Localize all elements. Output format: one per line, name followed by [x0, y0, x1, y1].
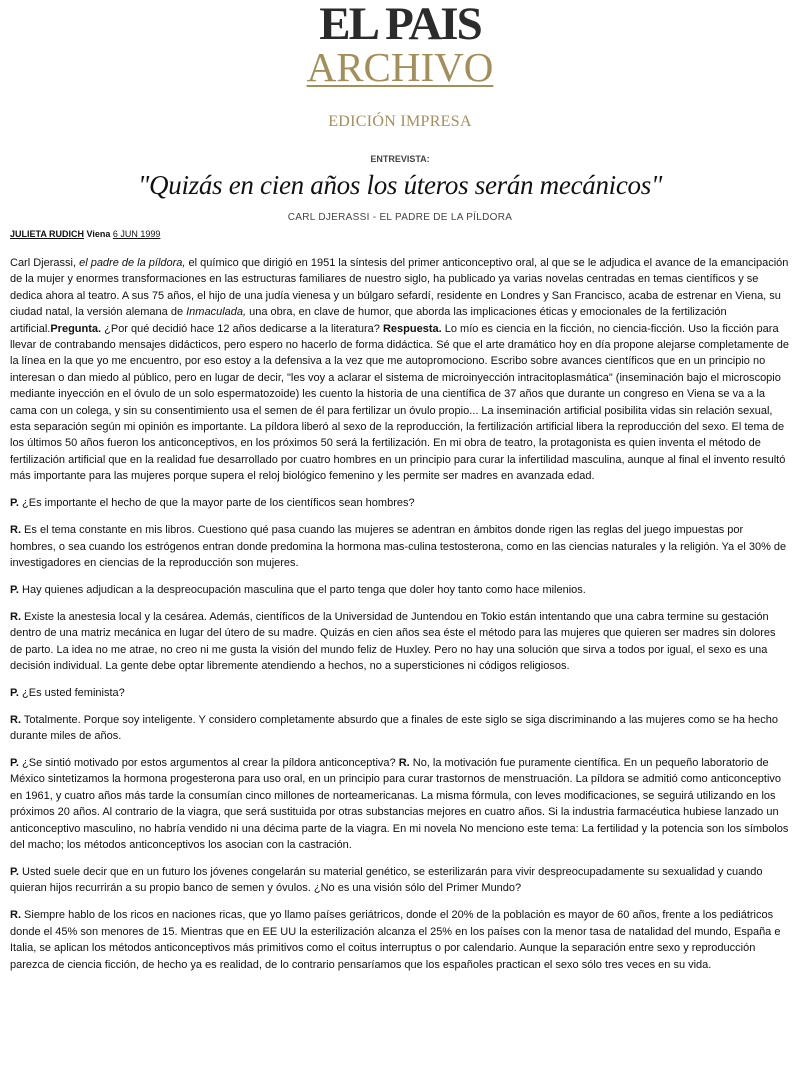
intro-text: una obra, en clave de humor, que aborda las implicaciones éticas y emocionales de la fertilización artificial. [10, 306, 727, 335]
intro-text: Carl Djerassi, [10, 257, 80, 269]
qa-paragraph [10, 755, 790, 853]
question-text: ¿Por qué decidió hace 12 años dedicarse a la literatura? [101, 322, 383, 335]
qa-text: Siempre hablo de los ricos en naciones ricas, que yo llamo países geriátricos, donde el 20% de la población es mayor de 60 años, frente a los pediátricos donde el 45% son menores de 15. Mientras que en EE UU la esterilización alcanza el 25% en los países con la menor tasa de natalidad del mundo, España e Italia, se aplican los métodos anticonceptivos más primitivos como el coitus interruptus o por calendario. Aunque la separación entre sexo y reproducción parezca de ciencia ficción, de hecho ya es realidad, de lo contrario pensaríamos que los españoles practican el sexo sólo tres veces en su vida. [10, 909, 781, 971]
article-kicker: ENTREVISTA: [370, 154, 430, 164]
qa-text: ¿Es importante el hecho de que la mayor parte de los científicos sean hombres? [18, 497, 415, 510]
qa-text: Totalmente. Porque soy inteligente. Y considero completamente absurdo que a finales de este siglo se siga discriminando a las mujeres como se ha hecho durante miles de años. [10, 713, 779, 743]
qa-text: Es el tema constante en mis libros. Cuestiono qué pasa cuando las mujeres se adentran en ámbitos donde rigen las reglas del juego impuestas por hombres, o sea cuando los estrógenos entran donde predomina la hormona mas-culina testosterona, como en las ciencias naturales y la religión. Ya el 30% de investigadores en ciencias de la reproducción son mujeres. [10, 524, 787, 569]
intro-italic-nickname: el padre de la píldora, [79, 257, 186, 269]
qa-label: R. [10, 909, 21, 922]
el-pais-logo[interactable]: EL PAIS [319, 0, 481, 50]
intro-text: el químico que dirigió en 1951 la síntesis del primer anticonceptivo oral, al que se le adjudica el avance de la emancipación de la mujer y enormes transformaciones en las estructuras familiares de nuestro siglo, ha publicado ya varias novelas centradas en temas científicos y se dedica ahora al teatro. A sus 75 años, el hijo de una judía vienesa y un búlgaro sefardí, residente en Londres y San Francisco, acaba de estrenar en Viena, su ciudad natal, la versión alemana de [10, 257, 789, 319]
qa-paragraph [10, 495, 790, 511]
qa-label: R. [10, 524, 21, 537]
qa-paragraph [10, 522, 790, 571]
author-link[interactable]: JULIETA RUDICH [10, 229, 84, 239]
qa-text: No, la motivación fue puramente científica. En un pequeño laboratorio de México sintetizamos la hormona progesterona para uso oral, en un principio para curar trastornos de menstruación. La píldora se admitió como anticonceptivo en 1961, y cuatro años más tarde la consumían cinco millones de norteamericanas. La misma fórmula, con leves modificaciones, se seguirá utilizando en los próximos 20 años. Al contrario de la viagra, que será sustituida por otras substancias mejores en cuatro años. Si la industria farmacéutica hubiese lanzado un anticonceptivo masculino, no habría vendido ni una décima parte de la viagra. En mi novela No menciono este tema: La fertilidad y la potencia son los símbolos del macho; los métodos anticonceptivos los asocian con la castración. [10, 757, 789, 852]
qa-text: Usted suele decir que en un futuro los jóvenes congelarán su material genético, se esterilizarán para vivir despreocupadamente su sexualidad y cuando quieran hijos recurrirán a su propio banco de semen y óvulos. ¿No es una visión sólo del Primer Mundo? [10, 866, 763, 895]
dateline-place: Viena [86, 229, 111, 239]
qa-paragraph [10, 582, 790, 598]
qa-label: P. [10, 583, 19, 596]
play-title: Inmaculada, [186, 306, 247, 319]
archivo-link[interactable]: ARCHIVO [306, 44, 494, 90]
date-link[interactable]: 6 JUN 1999 [112, 229, 161, 239]
article-subhead: CARL DJERASSI - EL PADRE DE LA PÍLDORA [287, 212, 513, 223]
qa-label: R. [10, 610, 21, 623]
article-headline: "Quizás en cien años los úteros serán mecánicos" [138, 170, 662, 200]
qa-paragraph [10, 864, 790, 897]
answer-label: Respuesta. [382, 322, 442, 335]
qa-label: P. [10, 686, 19, 699]
qa-paragraph [10, 609, 790, 675]
qa-label: R. [398, 757, 410, 770]
archivo-link-container [0, 46, 800, 88]
qa-label: P. [10, 757, 19, 770]
qa-label: P. [10, 497, 19, 510]
qa-paragraph [10, 685, 790, 701]
qa-text: Existe la anestesia local y la cesárea. Además, científicos de la Universidad de Juntendou en Tokio están intentando que una cabra termine su gestación dentro de una matriz mecánica en lugar del útero de su madre. Quizás en cien años sea éste el método para las mujeres que quieren ser madres sin dolores de parto. La idea no me atrae, no creo ni me gusta la visión del mundo feliz de Huxley. Pero no hay una solución que sirva a todos por igual, el sexo es una decisión individual. La gente debe optar libremente atendiendo a hechos, no a supersticiones ni códigos religiosos. [10, 610, 776, 672]
qa-paragraph [10, 712, 790, 745]
edition-label: EDICIÓN IMPRESA [328, 113, 472, 130]
qa-text: ¿Se sintió motivado por estos argumentos al crear la píldora anticonceptiva? [18, 757, 399, 770]
qa-text: ¿Es usted feminista? [18, 686, 125, 699]
qa-text: Hay quienes adjudican a la despreocupación masculina que el parto tenga que doler hoy tanto como hace milenios. [18, 583, 586, 596]
answer-text: Lo mío es ciencia en la ficción, no ciencia-ficción. Uso la ficción para llevar de contrabando mensajes didácticos, pero espero no hacerlo de forma didáctica. Sé que el arte dramático hoy en día propone alejarse completamente de la línea en la que yo me encuentro, por eso estoy a la defensiva a la vez que me autopromociono. Escribo sobre avances científicos que en un principio no interesan o dan miedo al público, pero en lugar de decir, "les voy a aclarar el sistema de microinyección intracitoplasmática" (inseminación bajo el microscopio mediante inyección en el óvulo de un solo espermatozoide) les cuento la historia de una científica de 37 años que durante un congreso en Viena se va a la cama con un colega, y sin su consentimiento usa el semen de él para fertilizar un óvulo propio... La inseminación artificial posibilita vidas sin relación sexual, esta separación según mi opinión es importante. La píldora liberó al sexo de la reproducción, la fertilización artificial libera la reproducción del sexo. El tema de los últimos 50 años fueron los anticonceptivos, en los próximos 50 será la fertilización. En mi obra de teatro, la protagonista es quien inventa el método de fertilización artificial que en la realidad fue desarrollado por cuatro hombres en un principio para curar la infertilidad masculina, aunque al final el invento resultó más importante para las mujeres porque supera el reloj biológico femenino y les permite ser madres en avanzada edad. [10, 322, 790, 483]
qa-paragraph [10, 907, 790, 973]
article-body [10, 255, 790, 983]
byline [10, 229, 160, 239]
intro-paragraph [10, 255, 790, 485]
qa-label: R. [10, 713, 21, 726]
qa-label: P. [10, 866, 19, 878]
question-label: Pregunta. [50, 322, 102, 335]
